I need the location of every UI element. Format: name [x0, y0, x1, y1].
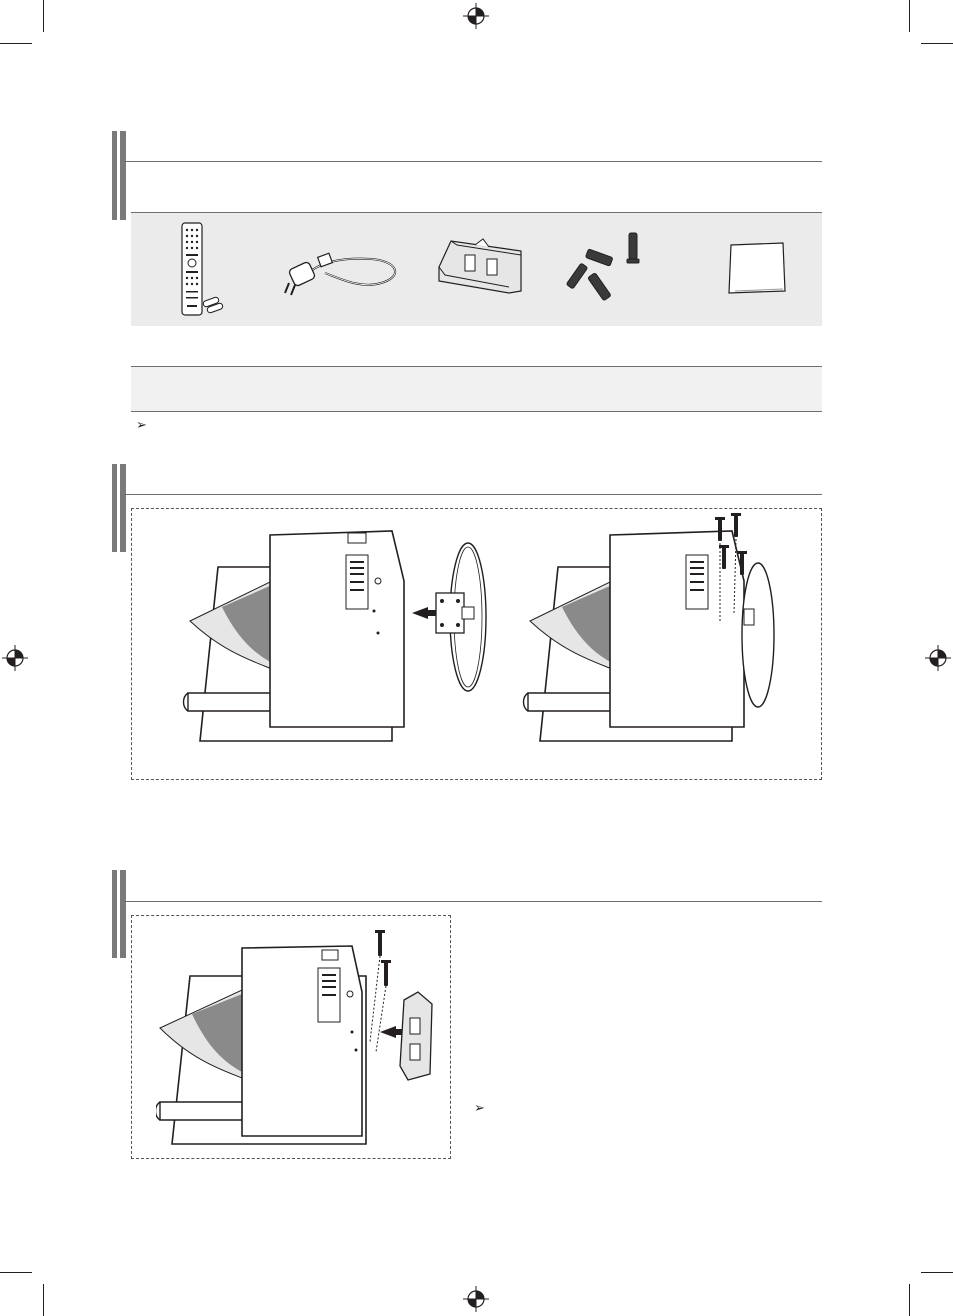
section-title-rule [124, 161, 822, 162]
registration-mark-icon [925, 645, 951, 671]
crop-mark [909, 0, 910, 32]
section-marker [112, 870, 126, 958]
crop-mark [0, 1272, 32, 1273]
tv-back-stand-screws-figure [522, 513, 812, 771]
tv-back-cover-bottom-figure [156, 922, 446, 1154]
crop-mark [921, 1272, 953, 1273]
registration-mark-icon [463, 3, 489, 29]
remote-control-icon [175, 221, 231, 317]
crop-mark [921, 43, 953, 44]
section-marker [112, 464, 126, 552]
power-cord-icon [281, 237, 406, 299]
section-title-rule [124, 494, 822, 495]
cover-bottom-icon [431, 231, 531, 301]
cloth-icon [725, 241, 789, 297]
stand-installation-figure-box [131, 508, 822, 780]
note-arrow-icon: ➢ [136, 417, 147, 432]
crop-mark [0, 43, 32, 44]
note-arrow-icon: ➢ [474, 1100, 485, 1115]
crop-mark [43, 1284, 44, 1316]
section-title-rule [124, 901, 822, 902]
notes-row [131, 366, 822, 412]
screws-icon [565, 223, 645, 313]
registration-mark-icon [2, 645, 28, 671]
crop-mark [43, 0, 44, 32]
cover-installation-figure-box [131, 915, 451, 1159]
tv-back-with-stand-figure [182, 521, 492, 771]
crop-mark [909, 1284, 910, 1316]
accessories-panel [131, 212, 822, 326]
section-marker [112, 131, 126, 220]
registration-mark-icon [463, 1286, 489, 1312]
